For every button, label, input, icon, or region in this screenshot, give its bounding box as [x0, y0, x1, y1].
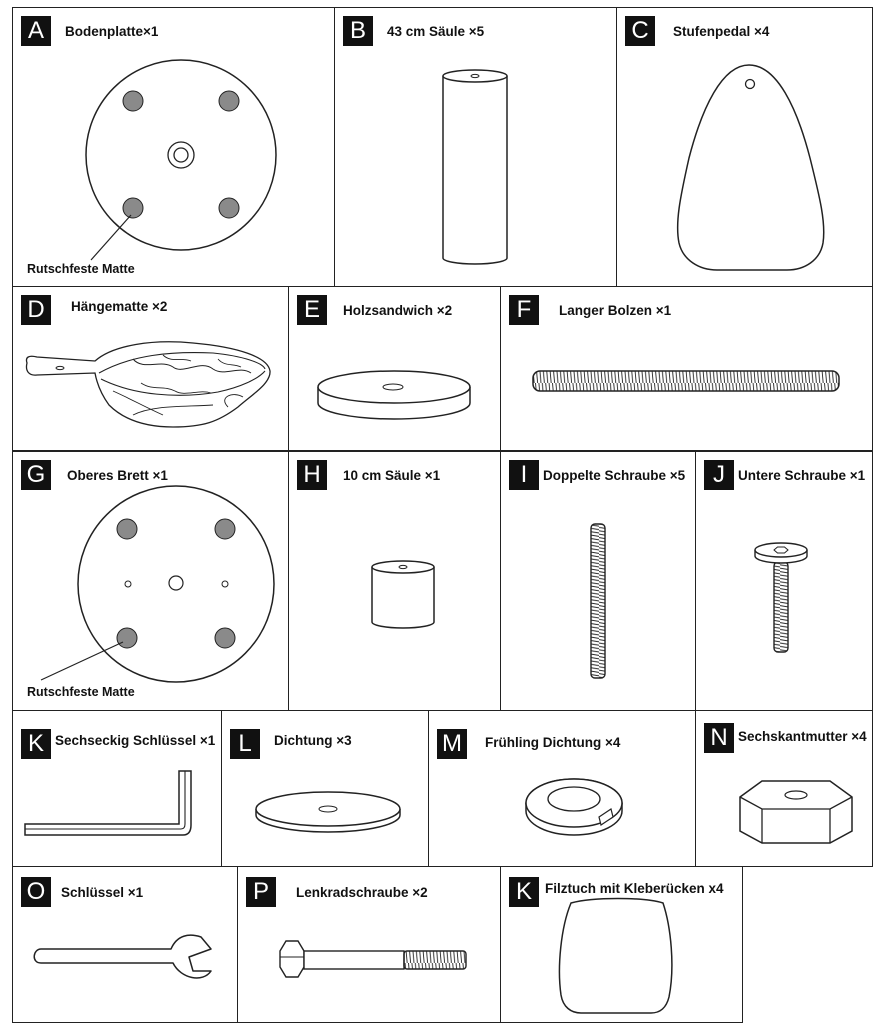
base-plate-drawing	[13, 8, 336, 288]
hammock	[26, 342, 270, 427]
part-p-panel	[237, 866, 501, 1023]
part-h-title: 10 cm Säule ×1	[343, 468, 441, 483]
wrench	[34, 935, 211, 978]
part-o-title: Schlüssel ×1	[61, 885, 144, 900]
part-n-title: Sechskantmutter ×4	[738, 729, 867, 744]
part-i-title: Doppelte Schraube ×5	[543, 468, 686, 483]
part-m-panel	[428, 710, 696, 867]
part-g-badge: G	[21, 460, 51, 490]
part-f-title: Langer Bolzen ×1	[559, 303, 672, 318]
part-h-badge: H	[297, 460, 327, 490]
non-slip-mat	[219, 91, 239, 111]
part-l-panel	[221, 710, 429, 867]
hex-nut-drawing	[696, 711, 874, 868]
column-43cm-drawing	[335, 8, 618, 288]
non-slip-mat	[123, 198, 143, 218]
callout-line	[41, 642, 123, 680]
wrench-drawing	[13, 867, 239, 1024]
non-slip-mat	[123, 91, 143, 111]
part-j-title: Untere Schraube ×1	[738, 468, 866, 483]
callout-line	[91, 215, 131, 260]
part-i-panel	[500, 451, 696, 711]
non-slip-mat	[215, 519, 235, 539]
part-e-title: Holzsandwich ×2	[343, 303, 453, 318]
felt-pad-drawing	[501, 867, 744, 1024]
part-n-panel	[695, 710, 873, 867]
hammock-drawing	[13, 287, 290, 452]
part-k2-panel	[500, 866, 743, 1023]
non-slip-mat	[219, 198, 239, 218]
part-n-badge: N	[704, 723, 734, 753]
part-c-title: Stufenpedal ×4	[673, 24, 770, 39]
column-10cm	[372, 567, 434, 628]
part-l-badge: L	[230, 729, 260, 759]
part-b-title: 43 cm Säule ×5	[387, 24, 485, 39]
part-a-badge: A	[21, 16, 51, 46]
part-c-panel	[616, 7, 873, 287]
part-d-badge: D	[21, 295, 51, 325]
top-board-drawing	[13, 452, 290, 712]
hex-key	[25, 771, 191, 835]
hex-key-drawing	[13, 711, 223, 868]
lower-screw-drawing	[696, 452, 874, 712]
part-k2-title: Filztuch mit Kleberücken x4	[545, 881, 724, 896]
part-c-badge: C	[625, 16, 655, 46]
wood-sandwich-drawing	[289, 287, 502, 452]
part-m-badge: M	[437, 729, 467, 759]
column-43cm	[443, 76, 507, 264]
double-screw-drawing	[501, 452, 697, 712]
part-e-badge: E	[297, 295, 327, 325]
part-p-badge: P	[246, 877, 276, 907]
part-k-panel	[12, 710, 222, 867]
part-a-panel	[12, 7, 335, 287]
part-g-title: Oberes Brett ×1	[67, 468, 168, 483]
step-pedal	[678, 65, 824, 270]
part-j-panel	[695, 451, 873, 711]
part-a-title: Bodenplatte×1	[65, 24, 159, 39]
spring-washer-drawing	[429, 711, 697, 868]
steering-bolt-drawing	[238, 867, 502, 1024]
part-m-title: Frühling Dichtung ×4	[485, 735, 621, 750]
part-a-note: Rutschfeste Matte	[27, 262, 135, 276]
center-hole	[174, 148, 188, 162]
part-b-badge: B	[343, 16, 373, 46]
part-d-panel	[12, 286, 289, 451]
column-10cm-drawing	[289, 452, 502, 712]
part-g-note: Rutschfeste Matte	[27, 685, 135, 699]
non-slip-mat	[215, 628, 235, 648]
part-o-badge: O	[21, 877, 51, 907]
part-i-badge: I	[509, 460, 539, 490]
part-l-title: Dichtung ×3	[274, 733, 352, 748]
part-k-title: Sechseckig Schlüssel ×1	[55, 733, 216, 748]
part-e-panel	[288, 286, 501, 451]
part-k-badge: K	[21, 729, 51, 759]
long-bolt	[533, 371, 839, 391]
part-j-badge: J	[704, 460, 734, 490]
center-hole	[169, 576, 183, 590]
felt-pad	[559, 899, 671, 1014]
part-o-panel	[12, 866, 238, 1023]
part-k2-badge: K	[509, 877, 539, 907]
long-bolt-drawing	[501, 287, 874, 452]
washer-drawing	[222, 711, 430, 868]
non-slip-mat	[117, 519, 137, 539]
double-screw	[591, 524, 605, 678]
part-g-panel	[12, 451, 289, 711]
hex-nut	[740, 781, 852, 843]
part-f-panel	[500, 286, 873, 451]
step-pedal-drawing	[617, 8, 874, 288]
part-h-panel	[288, 451, 501, 711]
part-b-panel	[334, 7, 617, 287]
part-p-title: Lenkradschraube ×2	[296, 885, 428, 900]
part-f-badge: F	[509, 295, 539, 325]
steering-bolt	[280, 941, 304, 977]
part-d-title: Hängematte ×2	[71, 299, 168, 314]
lower-screw	[774, 562, 788, 652]
non-slip-mat	[117, 628, 137, 648]
